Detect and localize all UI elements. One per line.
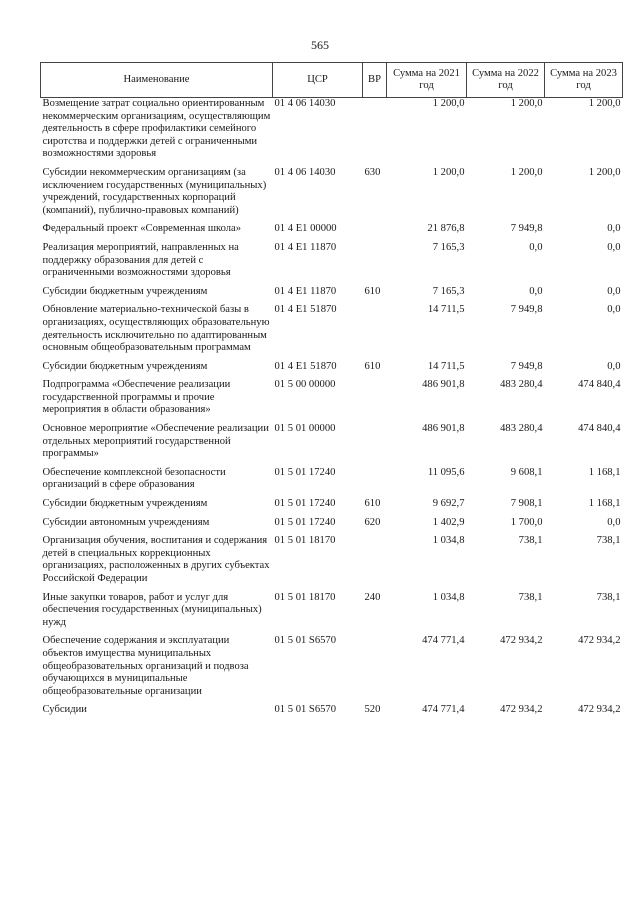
row-sum-2022: 0,0 <box>529 285 543 297</box>
row-name: Субсидии бюджетным учреждениям <box>42 498 208 510</box>
row-sum-2022: 7 949,8 <box>510 304 543 316</box>
table-row <box>41 167 623 223</box>
row-sum-2023: 474 840,4 <box>578 423 621 435</box>
row-vr <box>363 98 387 167</box>
row-vr <box>363 423 387 467</box>
row-vr: 620 <box>364 516 381 528</box>
table-row <box>41 635 623 704</box>
row-sum-2023: 1 168,1 <box>588 466 621 478</box>
table-row <box>41 592 623 636</box>
row-sum-2022: 738,1 <box>518 535 543 547</box>
header-sum-2022: Сумма на 2022 год <box>467 63 545 98</box>
row-vr <box>363 635 387 704</box>
table-row <box>41 423 623 467</box>
row-sum-2022: 1 200,0 <box>510 98 543 109</box>
header-csr: ЦСР <box>273 63 363 98</box>
row-csr: 01 5 01 17240 <box>274 498 336 510</box>
header-name: Наименование <box>41 63 273 98</box>
row-name: Иные закупки товаров, работ и услуг для обеспечения государственных (муниципальных) нужд <box>42 591 262 628</box>
row-sum-2021: 1 200,0 <box>432 98 465 109</box>
row-sum-2021: 474 771,4 <box>422 704 465 716</box>
table-row <box>41 242 623 286</box>
row-vr: 610 <box>364 498 381 510</box>
row-vr <box>363 304 387 360</box>
row-sum-2021: 486 901,8 <box>422 423 465 435</box>
row-sum-2022: 1 200,0 <box>510 166 543 178</box>
page-number: 565 <box>311 38 329 52</box>
row-vr <box>363 467 387 498</box>
row-sum-2021: 7 165,3 <box>432 285 465 297</box>
row-csr: 01 4 E1 00000 <box>274 223 337 235</box>
row-csr: 01 5 00 00000 <box>274 379 336 391</box>
row-vr: 610 <box>364 285 381 297</box>
table-row <box>41 467 623 498</box>
row-csr: 01 5 01 S6570 <box>274 704 337 716</box>
row-sum-2023: 0,0 <box>607 285 621 297</box>
row-vr <box>363 223 387 242</box>
row-sum-2021: 1 200,0 <box>432 166 465 178</box>
row-name: Основное мероприятие «Обеспечение реализации отдельных мероприятий государственной программы» <box>42 423 269 460</box>
row-csr: 01 5 01 18170 <box>274 591 336 603</box>
table-row <box>41 361 623 380</box>
row-csr: 01 5 01 18170 <box>274 535 336 547</box>
row-sum-2022: 9 608,1 <box>510 466 543 478</box>
table-row <box>41 379 623 423</box>
row-name: Возмещение затрат социально ориентированным некоммерческим организациям, осуществляющим деятельность в сфере профилактики семейного сиротства и поддержки детей с ограниченными возможностями здоровья <box>42 98 271 160</box>
row-name: Субсидии бюджетным учреждениям <box>42 360 208 372</box>
row-vr <box>363 535 387 591</box>
table-row <box>41 535 623 591</box>
row-sum-2022: 7 949,8 <box>510 360 543 372</box>
row-sum-2021: 1 402,9 <box>432 516 465 528</box>
row-csr: 01 4 E1 11870 <box>274 241 337 253</box>
row-sum-2022: 0,0 <box>529 241 543 253</box>
row-sum-2021: 14 711,5 <box>427 360 465 372</box>
row-csr: 01 4 06 14030 <box>274 166 336 178</box>
row-sum-2023: 0,0 <box>607 241 621 253</box>
row-sum-2021: 11 095,6 <box>427 466 465 478</box>
table-row <box>41 304 623 360</box>
row-sum-2023: 472 934,2 <box>578 704 621 716</box>
table-row <box>41 286 623 305</box>
table-row <box>41 704 623 723</box>
row-sum-2023: 1 200,0 <box>588 166 621 178</box>
header-sum-2023: Сумма на 2023 год <box>545 63 623 98</box>
row-name: Субсидии <box>42 704 87 716</box>
row-csr: 01 5 01 00000 <box>274 423 336 435</box>
header-vr: ВР <box>363 63 387 98</box>
row-csr: 01 5 01 17240 <box>274 466 336 478</box>
row-sum-2022: 483 280,4 <box>500 379 543 391</box>
table-body <box>41 98 623 723</box>
row-sum-2022: 1 700,0 <box>510 516 543 528</box>
row-name: Обеспечение комплексной безопасности организаций в сфере образования <box>42 466 226 491</box>
row-sum-2023: 474 840,4 <box>578 379 621 391</box>
row-vr: 240 <box>364 591 381 603</box>
row-sum-2023: 0,0 <box>607 516 621 528</box>
row-sum-2021: 474 771,4 <box>422 635 465 647</box>
table-row <box>41 223 623 242</box>
row-vr: 520 <box>364 704 381 716</box>
row-name: Организация обучения, воспитания и содержания детей в специальных коррекционных организациях, расположенных в других субъектах Российской Федерации <box>42 535 270 584</box>
row-vr <box>363 242 387 286</box>
row-csr: 01 4 E1 51870 <box>274 360 337 372</box>
row-csr: 01 5 01 S6570 <box>274 635 337 647</box>
budget-table <box>40 62 623 723</box>
row-sum-2021: 1 034,8 <box>432 535 465 547</box>
row-name: Субсидии некоммерческим организациям (за исключением государственных (муниципальных) учреждений, государственных корпораций (компаний), публично-правовых компаний) <box>42 166 267 216</box>
row-sum-2023: 0,0 <box>607 304 621 316</box>
row-sum-2022: 483 280,4 <box>500 423 543 435</box>
row-sum-2023: 1 200,0 <box>588 98 621 109</box>
row-sum-2021: 14 711,5 <box>427 304 465 316</box>
row-csr: 01 5 01 17240 <box>274 516 336 528</box>
row-sum-2023: 738,1 <box>596 535 621 547</box>
row-sum-2023: 472 934,2 <box>578 635 621 647</box>
row-sum-2022: 7 949,8 <box>510 223 543 235</box>
row-sum-2023: 738,1 <box>596 591 621 603</box>
row-vr: 610 <box>364 360 381 372</box>
row-name: Обновление материально-технической базы в организациях, осуществляющих образовательную деятельность исключительно по адаптированным основным общеобразовательным программам <box>42 304 270 354</box>
row-sum-2022: 472 934,2 <box>500 704 543 716</box>
row-sum-2021: 9 692,7 <box>432 498 465 510</box>
row-sum-2023: 0,0 <box>607 360 621 372</box>
row-sum-2022: 472 934,2 <box>500 635 543 647</box>
row-name: Подпрограмма «Обеспечение реализации государственной программы и прочие мероприятия в области образования» <box>42 379 231 416</box>
row-name: Субсидии бюджетным учреждениям <box>42 285 208 297</box>
row-sum-2023: 0,0 <box>607 223 621 235</box>
row-sum-2021: 486 901,8 <box>422 379 465 391</box>
row-csr: 01 4 E1 51870 <box>274 304 337 316</box>
row-sum-2021: 21 876,8 <box>427 223 465 235</box>
row-sum-2022: 738,1 <box>518 591 543 603</box>
row-name: Обеспечение содержания и эксплуатации объектов имущества муниципальных общеобразовательных организаций и подвоза обучающихся в муниципальные общеобразовательные организации <box>42 635 249 697</box>
table-row <box>41 517 623 536</box>
table-header-row <box>41 63 623 98</box>
row-csr: 01 4 E1 11870 <box>274 285 337 297</box>
row-sum-2022: 7 908,1 <box>510 498 543 510</box>
row-name: Реализация мероприятий, направленных на поддержку образования для детей с ограниченными возможностями здоровья <box>42 241 239 279</box>
row-sum-2021: 7 165,3 <box>432 241 465 253</box>
header-sum-2021: Сумма на 2021 год <box>387 63 467 98</box>
row-vr: 630 <box>364 166 381 178</box>
row-name: Субсидии автономным учреждениям <box>42 516 210 528</box>
row-vr <box>363 379 387 423</box>
table-row <box>41 98 623 167</box>
row-sum-2021: 1 034,8 <box>432 591 465 603</box>
row-sum-2023: 1 168,1 <box>588 498 621 510</box>
table-row <box>41 498 623 517</box>
row-name: Федеральный проект «Современная школа» <box>42 223 242 235</box>
row-csr: 01 4 06 14030 <box>274 98 336 109</box>
